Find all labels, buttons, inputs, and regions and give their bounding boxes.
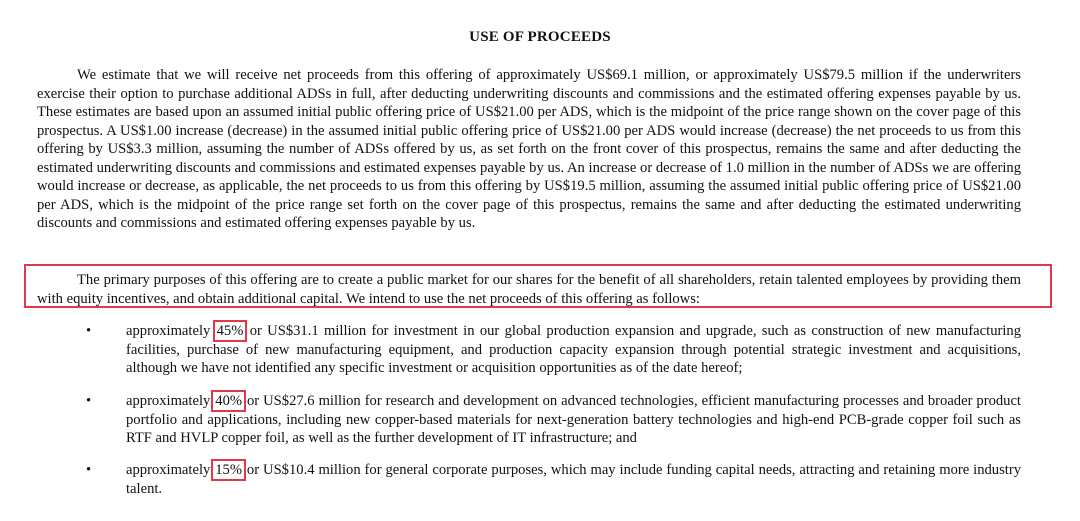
percent-highlight: 15% bbox=[215, 462, 242, 478]
bullet-rest: or US$10.4 million for general corporate purposes, which may include funding capital needs, attracting and retaining more industry talent. bbox=[126, 462, 1021, 497]
bullet-rest: or US$31.1 million for investment in our global production expansion and upgrade, such as construction of new manufacturing facilities, purchase of new manufacturing equipment, and production capacity expansion through potential strategic investment and acquisitions, although we have not identified any specific investment or acquisition opportunities as of the date hereof; bbox=[126, 323, 1022, 376]
percent-highlight: 40% bbox=[215, 393, 243, 409]
percent-highlight: 45% bbox=[216, 323, 244, 339]
list-item bbox=[0, 461, 1080, 521]
bullet-dot: • bbox=[86, 323, 92, 339]
bullet-prefix: approximately bbox=[126, 393, 215, 409]
bullet-text bbox=[126, 322, 1021, 378]
bullet-dot: • bbox=[86, 462, 92, 478]
proceeds-estimate-paragraph: We estimate that we will receive net proceeds from this offering of approximately US$69.1 million, or approximately US$79.5 million if the underwriters exercise their option to purchase additional ADSs in full, after deducting underwriting discounts and commissions and the estimated offering expenses payable by us. These estimates are based upon an assumed initial public offering price of US$21.00 per ADS, which is the midpoint of the price range shown on the cover page of this prospectus. A US$1.00 increase (decrease) in the assumed initial public offering price of US$21.00 per ADS would increase (decrease) the net proceeds to us from this offering by US$3.3 million, assuming the number of ADSs offered by us, as set forth on the front cover of this prospectus, remains the same and after deducting the estimated underwriting discounts and commissions and estimated expenses payable by us. An increase or decrease of 1.0 million in the number of ADSs we are offering would increase or decrease, as applicable, the net proceeds to us from this offering by US$19.5 million, assuming the assumed initial public offering price of US$21.00 per ADS, which is the midpoint of the price range set forth on the cover page of this prospectus, remains the same and after deducting the estimated underwriting discounts and commissions and estimated offering expenses payable by us. bbox=[37, 67, 1021, 231]
bullet-text bbox=[126, 392, 1021, 448]
purposes-paragraph: The primary purposes of this offering are to create a public market for our shares for the benefit of all shareholders, retain talented employees by providing them with equity incentives, and obtain additional capital. We intend to use the net proceeds of this offering as follows: bbox=[37, 272, 1021, 307]
bullet-dot: • bbox=[86, 393, 92, 409]
list-item bbox=[0, 322, 1080, 382]
section-title: USE OF PROCEEDS bbox=[469, 29, 611, 45]
bullet-prefix: approximately bbox=[126, 462, 215, 478]
bullet-prefix: approximately bbox=[126, 323, 216, 339]
bullet-text bbox=[126, 461, 1021, 498]
list-item bbox=[0, 392, 1080, 452]
bullet-rest: or US$27.6 million for research and development on advanced technologies, efficient manufacturing processes and broader product portfolio and applications, including new copper-based materials for next-generation battery technologies and high-end PCB-grade copper foil such as RTF and HVLP copper foil, as well as the further development of IT infrastructure; and bbox=[126, 393, 1021, 446]
